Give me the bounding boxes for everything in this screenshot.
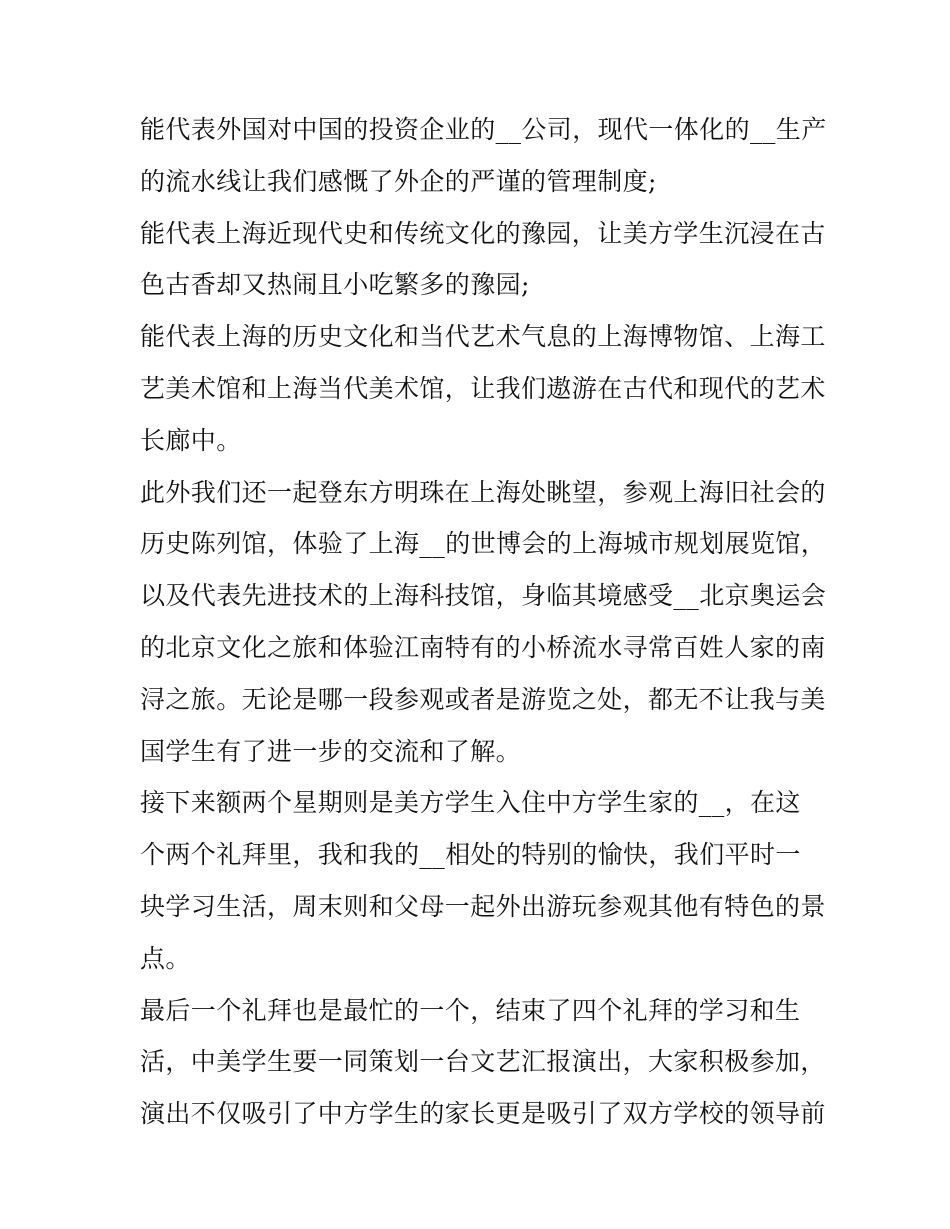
text-line: 个两个礼拜里，我和我的__相处的特别的愉快，我们平时一	[140, 840, 801, 870]
text-line: 块学习生活，周末则和父母一起外出游玩参观其他有特色的景	[140, 891, 826, 921]
text-line: 色古香却又热闹且小吃繁多的豫园;	[140, 270, 530, 300]
text-line: 此外我们还一起登东方明珠在上海处眺望，参观上海旧社会的	[140, 477, 826, 507]
text-line: 历史陈列馆，体验了上海__的世博会的上海城市规划展览馆，	[140, 529, 827, 559]
text-line: 国学生有了进一步的交流和了解。	[140, 736, 522, 766]
text-line: 活，中美学生要一同策划一台文艺汇报演出，大家积极参加，	[140, 1047, 826, 1077]
text-line: 能代表外国对中国的投资企业的__公司，现代一体化的__生产	[140, 115, 827, 144]
text-line: 接下来额两个星期则是美方学生入住中方学生家的__，在这	[140, 788, 801, 818]
document-body	[140, 104, 827, 1140]
text-line: 能代表上海的历史文化和当代艺术气息的上海博物馆、上海工	[140, 322, 826, 352]
text-line: 点。	[140, 943, 191, 973]
text-line: 长廊中。	[140, 425, 242, 455]
text-line: 的北京文化之旅和体验江南特有的小桥流水寻常百姓人家的南	[140, 632, 826, 662]
text-line: 以及代表先进技术的上海科技馆，身临其境感受__北京奥运会	[140, 581, 827, 611]
text-line: 浔之旅。无论是哪一段参观或者是游览之处，都无不让我与美	[140, 684, 826, 714]
text-line: 最后一个礼拜也是最忙的一个，结束了四个礼拜的学习和生	[140, 995, 801, 1025]
text-line: 艺美术馆和上海当代美术馆，让我们遨游在古代和现代的艺术	[140, 373, 826, 403]
text-line: 的流水线让我们感慨了外企的严谨的管理制度;	[140, 166, 657, 196]
text-line: 演出不仅吸引了中方学生的家长更是吸引了双方学校的领导前	[140, 1099, 826, 1129]
text-line: 能代表上海近现代史和传统文化的豫园，让美方学生沉浸在古	[140, 218, 826, 248]
